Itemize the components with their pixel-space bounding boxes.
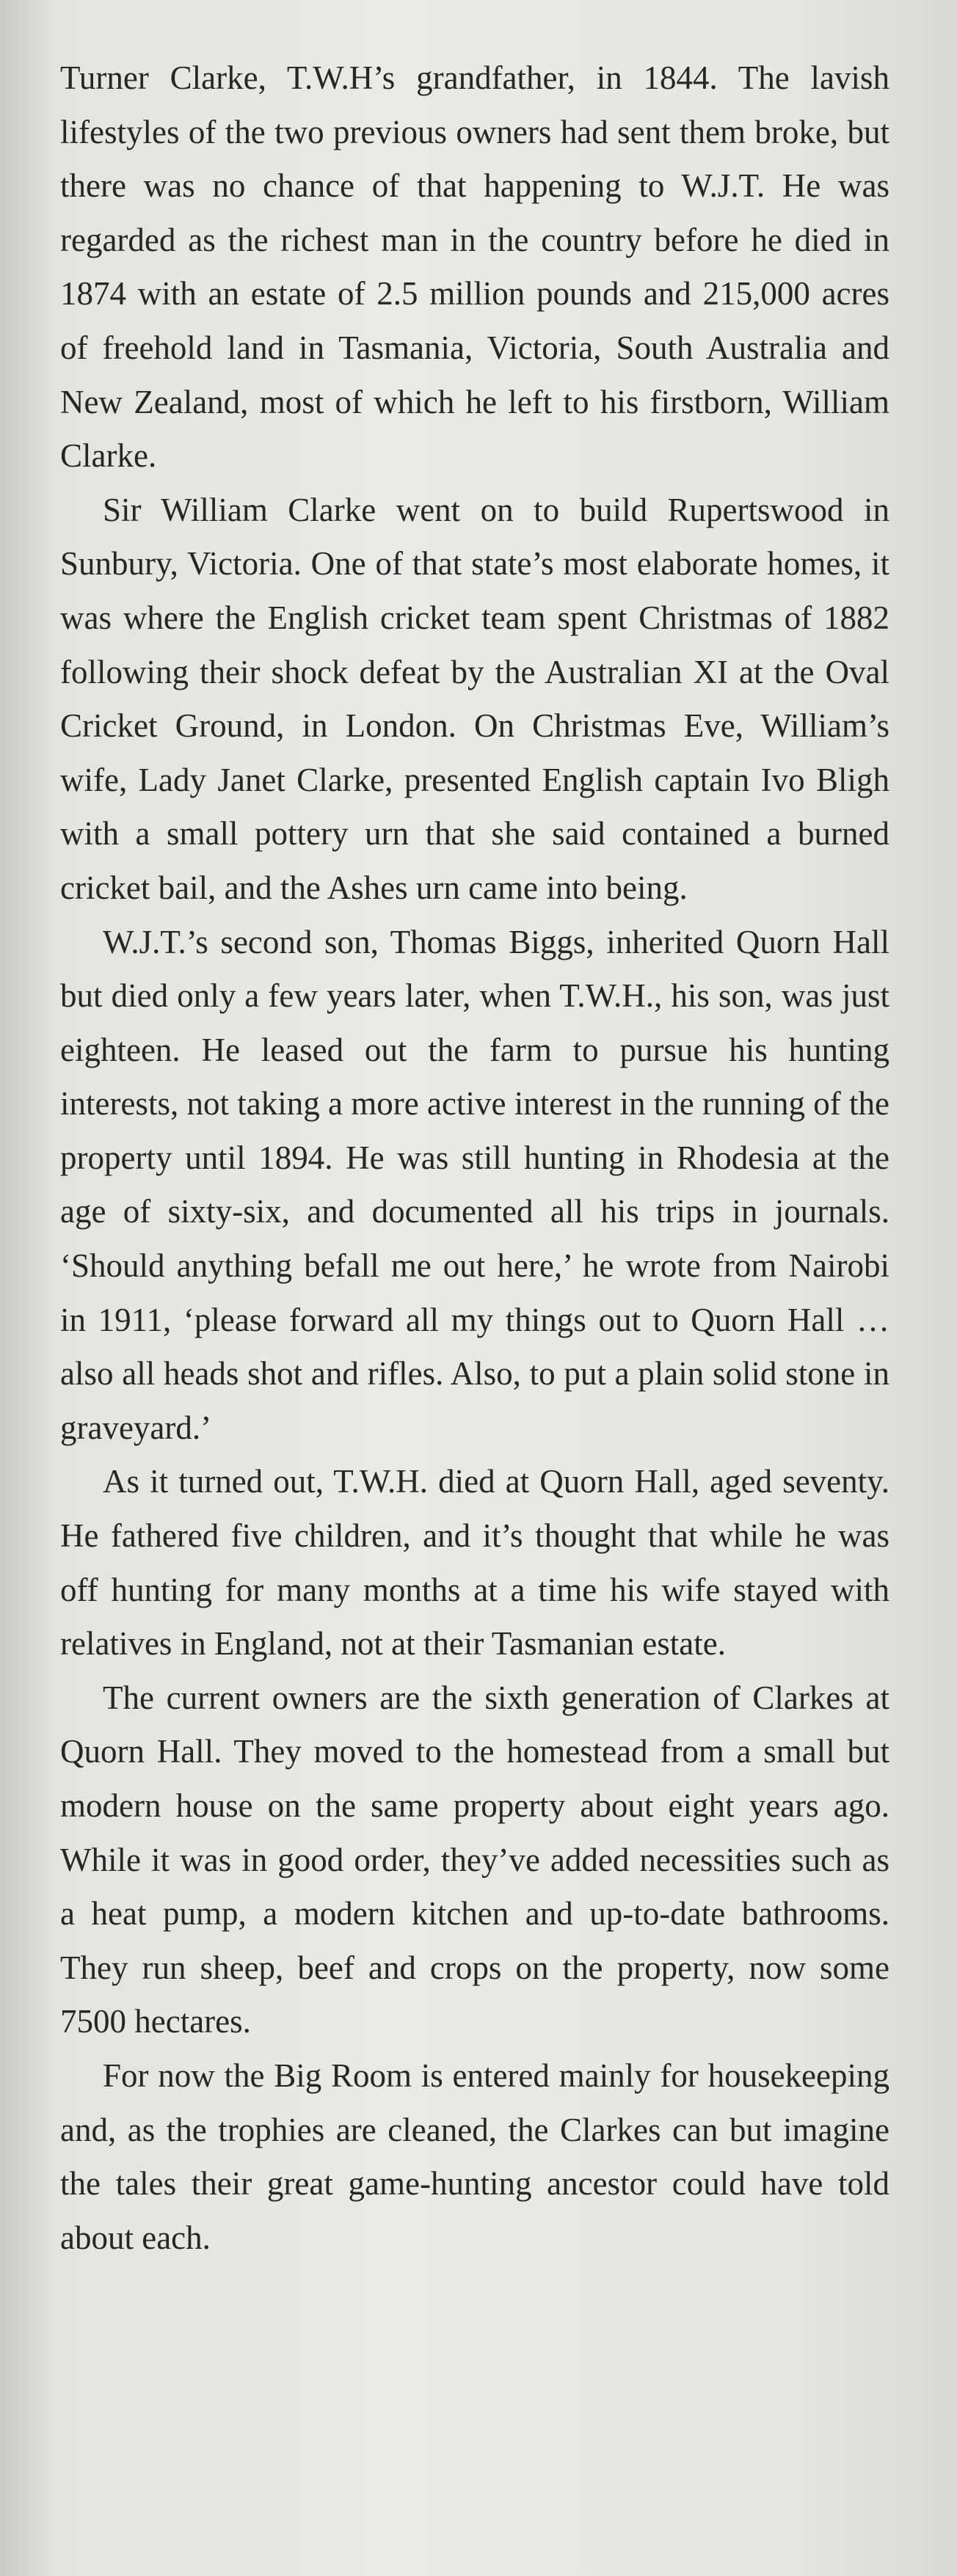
- paragraph-thomas-biggs: W.J.T.’s second son, Thomas Biggs, inherited Quorn Hall but died only a few years later, when T.W.H., his son, was just eighteen. He leased out the farm to pursue his hunting interests, not taking a more active interest in the running of the property until 1894. He was still hunting in Rhodesia at the age of sixty-six, and documented all his trips in journals. ‘Should anything befall me out here,’ he wrote from Nairobi in 1911, ‘please forward all my things out to Quorn Hall … also all heads shot and rifles. Also, to put a plain solid stone in graveyard.’: [60, 923, 889, 1446]
- paragraph-current-owners: The current owners are the sixth generation of Clarkes at Quorn Hall. They moved to the homestead from a small but modern house on the same property about eight years ago. While it was in good order, they’ve added necessities such as a heat pump, a modern kitchen and up-to-date bathrooms. They run sheep, beef and crops on the property, now some 7500 hectares.: [60, 1679, 889, 2040]
- paragraph-rupertswood-intro: Turner Clarke, T.W.H’s grandfather, in 1844. The lavish lifestyles of the two previous owners had sent them broke, but there was no chance of that happening to W.J.T. He was regarded as the richest man in the country before he died in 1874 with an estate of 2.5 million pounds and 215,000 acres of freehold land in Tasmania, Victoria, South Australia and New Zealand, most of which he left to his firstborn, William Clarke.: [60, 59, 889, 475]
- paragraph-big-room: For now the Big Room is entered mainly for housekeeping and, as the trophies are cleaned, the Clarkes can but imagine the tales their great game-hunting ancestor could have told about each.: [60, 2057, 889, 2256]
- paragraph-twh-death: As it turned out, T.W.H. died at Quorn Hall, aged seventy. He fathered five children, and it’s thought that while he was off hunting for many months at a time his wife stayed with relatives in England, not at their Tasmanian estate.: [60, 1463, 889, 1663]
- paragraph-sir-william-clarke: Sir William Clarke went on to build Rupertswood in Sunbury, Victoria. One of that state’s most elaborate homes, it was where the English cricket team spent Christmas of 1882 following their shock defeat by the Australian XI at the Oval Cricket Ground, in London. On Christmas Eve, William’s wife, Lady Janet Clarke, presented English captain Ivo Bligh with a small pottery urn that she said contained a burned cricket bail, and the Ashes urn came into being.: [60, 491, 889, 906]
- article-body: [60, 51, 889, 2265]
